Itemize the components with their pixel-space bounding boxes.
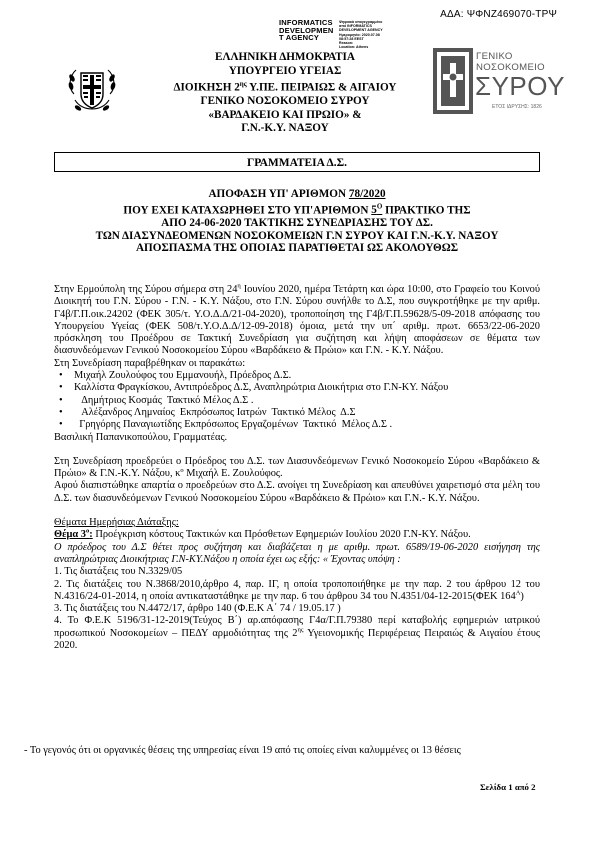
ada-code: ΑΔΑ: ΨΦΝΖ469070-ΤΡΨ — [440, 9, 557, 20]
agenda-heading: Θέματα Ημερήσιας Διάταξης: — [54, 517, 179, 529]
secretariat-box: ΓΡΑΜΜΑΤΕΙΑ Δ.Σ. — [54, 152, 540, 172]
decision-title — [54, 188, 540, 255]
stamp-line: T AGENCY — [279, 33, 320, 43]
decision-extract-line: ΑΠΟΣΠΑΣΜΑ ΤΗΣ ΟΠΟΙΑΣ ΠΑΡΑΤΙΘΕΤΑΙ ΩΣ ΑΚΟΛΟΥΘΩΣ — [135, 242, 459, 255]
considerations-item: 2. Τις διατάξεις του Ν.3868/2010,άρθρο 4, παρ. ΙΓ, η οποία τροποποιήθηκε με την παρ. 2 του άρθρου 12 του Ν.4316/24-01-2014, η οποία αντικαταστάθηκε με την παρ. 6 του άρθρου 34 του Ν.4351/04-12-2015(ΦΕΚ $164^A$) — [54, 578, 540, 602]
hospital-logo — [432, 47, 565, 117]
header-line-administration: ΔΙΟΙΚΗΣΗ $2^{\eta\varsigma}$ Υ.ΠΕ. ΠΕΙΡΑΙΩΣ & ΑΙΓΑΙΟΥ — [173, 80, 397, 94]
stamp-small-line: 08:57:28 EEST — [339, 36, 364, 41]
stamp-line: INFORMATICS — [279, 18, 333, 27]
stamp-small-line: Ημερομηνία: 2020.07.08 — [339, 32, 380, 37]
considerations-item: 4. Το Φ.Ε.Κ 5196/31-12-2019(Τεύχος Β΄) αρ.απόφασης Γ4α/Γ.Π.79380 περί καταβολής εφημεριών ιατρικού προσωπικού Νοσοκομείων – ΠΕΔΥ αρμοδιότητας της $2^{\eta\varsigma}$ Υγειονομικής Περιφέρειας Πειραιώς & Αιγαίου έτους 2020. — [54, 615, 541, 652]
theme-line: Θέμα $3^o$: Προέγκριση κόστους Τακτικών και Πρόσθετων Εφημεριών Ιουλίου 2020 Γ.Ν-ΚΥ. Νάξου. — [54, 527, 471, 541]
proposal-paragraph: Ο πρόεδρος του Δ.Σ θέτει προς συζήτηση και διαβάζεται η με αριθμ. πρωτ. 6589/19-06-2020 εισήγηση της αναπληρώτριας Διοικήτριας Γ.Ν-ΚΥ.Νάξου η οποία έχει ως εξής: « Έχοντας υπόψη : — [54, 541, 540, 565]
stamp-small-line: DEVELOPMENT AGENCY — [339, 28, 383, 33]
member-item: • Μιχαήλ Ζουλούφος του Εμμανουήλ, Πρόεδρος Δ.Σ. — [54, 370, 540, 382]
present-intro: Στη Συνεδρίαση παραβρέθηκαν οι παρακάτω: — [54, 357, 246, 369]
stamp-small-line: Reason: — [339, 41, 354, 46]
hospital-logo-text: ΓΕΝΙΚΟ — [476, 51, 513, 62]
header-line-hospital: ΓΕΝΙΚΟ ΝΟΣΟΚΟΜΕΙΟ ΣΥΡΟΥ — [200, 95, 370, 108]
decision-number-line: ΑΠΟΦΑΣΗ ΥΠ' ΑΡΙΘΜΟΝ 78/2020 — [208, 188, 386, 200]
decision-minutes-line: ΠΟΥ ΕΧΕΙ ΚΑΤΑΧΩΡΗΘΕΙ ΣΤΟ ΥΠ'ΑΡΙΘΜΟΝ $5^O$ ΠΡΑΚΤΙΚΟ ΤΗΣ — [123, 202, 471, 217]
member-item: • Καλλίστα Φραγκίσκου, Αντιπρόεδρος Δ.Σ, Αναπληρώτρια Διοικήτρια στο Γ.Ν-ΚΥ. Νάξου — [54, 382, 540, 394]
stamp-line: DEVELOPMEN — [279, 25, 334, 35]
member-item: • Δημήτριος Κοσμάς Τακτικό Μέλος Δ.Σ . — [54, 395, 540, 407]
hospital-logo-text: ΝΟΣΟΚΟΜΕΙΟ — [476, 62, 545, 73]
members-list — [54, 370, 540, 431]
intro-paragraph: Στην Ερμούπολη της Σύρου σήμερα στη $24^\eta$ Ιουνίου 2020, ημέρα Τετάρτη και ώρα 10:00, στο Γραφείο του Κοινού Διοικητή του Γ.Ν. Σύρου - Γ.Ν. - Κ.Υ. Νάξου, στο Γ.Ν. Σύρου συνήλθε το Δ.Σ, που συγκροτήθηκε με την αριθμ. Γ4β/Γ.Π.οικ.24202 (ΦΕΚ 305/τ. Υ.Ο.Δ.Δ/21-04-2020), τροποποίηση της Γ4β/Γ.Π.59628/5-09-2018 απόφασης του Υπουργείου Υγείας (ΦΕΚ 508/τ.Υ.Ο.Δ.Δ/12-09-2018) όμοια, μετά την υπ΄ αριθμ. πρωτ. 6653/22-06-2020 πρόσκληση του Προέδρου σε Τακτική Συνεδρίαση για συζήτηση και λήψη αποφάσεων σε θέματα των διασυνδεόμενων Γενικού Νοσοκομείου Σύρου «Βαρδάκειο & Πρώιο» και Γ.Ν. - Κ.Υ. Νάξου. — [54, 282, 540, 357]
institution-header — [130, 51, 440, 136]
stamp-small-line: από INFORMATICS — [339, 24, 372, 29]
header-line-hospital-name: «ΒΑΡΔΑΚΕΙΟ ΚΑΙ ΠΡΩΙΟ» & — [208, 108, 362, 121]
page-number: Σελίδα 1 από 2 — [480, 782, 536, 792]
decision-hospitals-line: ΤΩΝ ΔΙΑΣΥΝΔΕΟΜΕΝΩΝ ΝΟΣΟΚΟΜΕΙΩΝ Γ.Ν ΣΥΡΟΥ ΚΑΙ Γ.Ν.-Κ.Υ. ΝΑΞΟΥ — [95, 229, 499, 242]
secretary-line: Βασιλική Παπανικοπούλου, Γραμματέας. — [54, 431, 228, 443]
stamp-small-line: Ψηφιακά υπογεγραμμένο — [339, 20, 383, 24]
quorum-paragraph: Αφού διαπιστώθηκε απαρτία ο προεδρεύων στο Δ.Σ. ανοίγει τη Συνεδρίαση και απευθύνει χαιρετισμό στα μέλη του Δ.Σ. των διασυνδεόμενων Γενικού Νοσοκομείου Σύρου «Βαρδάκειο & Πρώιο» και Γ.Ν.- Κ.Υ. Νάξου. — [54, 480, 540, 504]
hospital-cross-icon — [432, 47, 474, 115]
header-line-ministry: ΥΠΟΥΡΓΕΙΟ ΥΓΕΙΑΣ — [228, 64, 342, 77]
hospital-logo-name: ΣΥΡΟΥ — [475, 71, 565, 101]
header-line-naxos: Γ.Ν.-Κ.Υ. ΝΑΞΟΥ — [241, 122, 329, 135]
member-item: • Αλέξανδρος Λημναίος Εκπρόσωπος Ιατρών Τακτικό Μέλος Δ.Σ — [54, 407, 540, 419]
decision-date-line: ΑΠΟ 24-06-2020 ΤΑΚΤΙΚΗΣ ΣΥΝΕΔΡΙΑΣΗΣ ΤΟΥ ΔΣ. — [161, 216, 433, 229]
considerations-item: 1. Τις διατάξεις του Ν.3329/05 — [54, 566, 183, 578]
hospital-logo-founded: ΕΤΟΣ ΙΔΡΥΣΗΣ: 1826 — [492, 104, 542, 110]
greek-emblem-icon — [66, 64, 118, 118]
document-body — [54, 284, 540, 652]
positions-dash-line: - Το γεγονός ότι οι οργανικές θέσεις της υπηρεσίας είναι 19 από τις οποίες είναι καλυμμένες οι 13 θέσεις — [24, 745, 461, 756]
member-item: • Γρηγόρης Παναγιωτίδης Εκπρόσωπος Εργαζομένων Τακτικό Μέλος Δ.Σ . — [54, 419, 540, 431]
chair-paragraph: Στη Συνεδρίαση προεδρεύει ο Πρόεδρος του Δ.Σ. των Διασυνδεόμενων Γενικό Νοσοκομείο Σύρου «Βαρδάκειο & Πρώιο» & Γ.Ν.-Κ.Υ. Νάξου, κº Μιχαήλ Ε. Ζουλούφος. — [54, 455, 540, 480]
header-line-republic: ΕΛΛΗΝΙΚΗ ΔΗΜΟΚΡΑΤΙΑ — [215, 51, 355, 63]
stamp-small-line: Location: Athens — [339, 45, 369, 50]
considerations-item: 3. Τις διατάξεις του Ν.4472/17, άρθρο 140 (Φ.Ε.Κ Α΄ 74 / 19.05.17 ) — [54, 603, 341, 615]
digital-signature-stamp — [279, 19, 419, 49]
